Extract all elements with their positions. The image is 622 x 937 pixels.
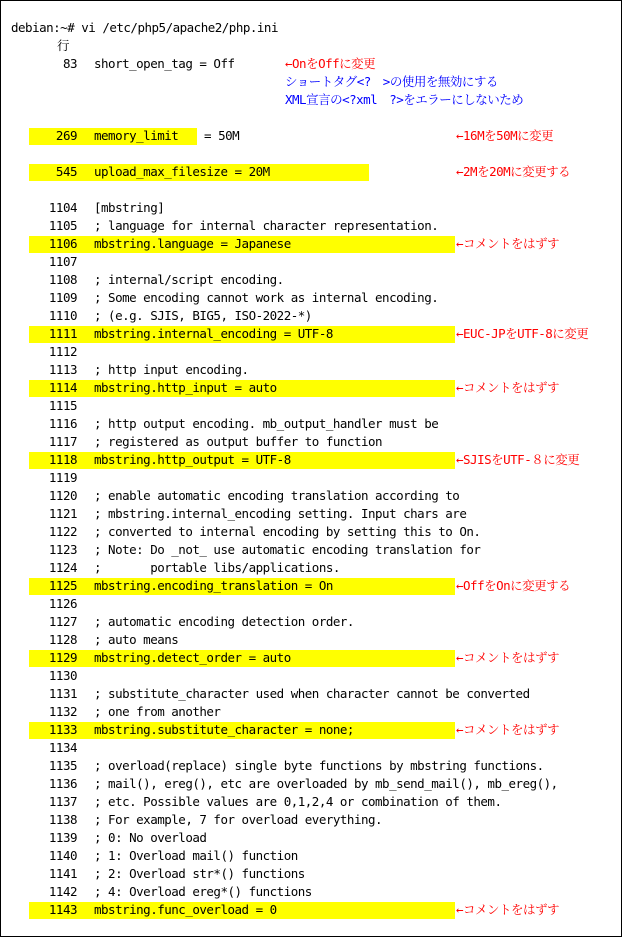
- code-line: [1, 613, 621, 631]
- command-line: [1, 19, 621, 37]
- note-1125: ←OffをOnに変更する: [456, 578, 571, 593]
- line-number: 1108: [48, 272, 77, 287]
- line-number: 1110: [48, 308, 77, 323]
- code-line: [1, 433, 621, 451]
- note-1118: ←SJISをUTF-８に変更: [456, 452, 580, 467]
- line-number: 1119: [48, 470, 77, 485]
- note-545: ←2Mを20Mに変更する: [456, 164, 571, 179]
- code-line: [1, 307, 621, 325]
- note-83-detail-1: ショートタグ<? >の使用を無効にする: [285, 74, 498, 89]
- code-text: mbstring.internal_encoding = UTF-8: [94, 326, 333, 341]
- line-number: 1128: [48, 632, 77, 647]
- line-number: 1141: [48, 866, 77, 881]
- code-line: [1, 595, 621, 613]
- line-number: 1133: [48, 722, 77, 737]
- code-line: [1, 793, 621, 811]
- code-line: [1, 703, 621, 721]
- code-text: mbstring.language = Japanese: [94, 236, 291, 251]
- line-number: 1106: [48, 236, 77, 251]
- code-text: ; registered as output buffer to function: [94, 434, 383, 449]
- note-1111: ←EUC-JPをUTF-8に変更: [456, 326, 589, 341]
- code-line: [1, 397, 621, 415]
- code-line: [1, 559, 621, 577]
- code-text: ; For example, 7 for overload everything.: [94, 812, 383, 827]
- line-number: 1121: [48, 506, 77, 521]
- line-number: 1138: [48, 812, 77, 827]
- note-269: ←16Mを50Mに変更: [456, 128, 554, 143]
- code-text: memory_limit: [94, 128, 179, 143]
- code-line: [1, 487, 621, 505]
- line-number: 1104: [48, 200, 77, 215]
- line-number: 1123: [48, 542, 77, 557]
- code-text: ; 2: Overload str*() functions: [94, 866, 305, 881]
- code-line: [1, 775, 621, 793]
- line-number: 1114: [48, 380, 77, 395]
- line-number: 1142: [48, 884, 77, 899]
- note-83-detail-2: XML宣言の<?xml ?>をエラーにしないため: [285, 92, 524, 107]
- note-83: ←OnをOffに変更: [285, 56, 376, 71]
- line-number: 1126: [48, 596, 77, 611]
- note-1143: ←コメントをはずす: [456, 902, 560, 917]
- code-text: [mbstring]: [94, 200, 165, 215]
- line-number: 1120: [48, 488, 77, 503]
- code-line: [1, 199, 621, 217]
- code-text: ; internal/script encoding.: [94, 272, 284, 287]
- line-number-header-row: [1, 37, 621, 55]
- code-line: [1, 271, 621, 289]
- note-1129: ←コメントをはずす: [456, 650, 560, 665]
- line-number: 1131: [48, 686, 77, 701]
- line-number: 83: [62, 56, 77, 71]
- line-number: 1143: [48, 902, 77, 917]
- code-text: ; mbstring.internal_encoding setting. Input chars are: [94, 506, 467, 521]
- code-text: ; enable automatic encoding translation according to: [94, 488, 460, 503]
- line-number: 1127: [48, 614, 77, 629]
- code-line: [1, 829, 621, 847]
- line-number: 1112: [48, 344, 77, 359]
- line-number: 1109: [48, 290, 77, 305]
- code-text: ; Some encoding cannot work as internal encoding.: [94, 290, 439, 305]
- code-text: ; http input encoding.: [94, 362, 249, 377]
- code-line: [1, 865, 621, 883]
- code-line: [1, 415, 621, 433]
- code-line: [1, 289, 621, 307]
- line-number-header: 行: [57, 38, 70, 53]
- line-number: 1115: [48, 398, 77, 413]
- code-line: [1, 631, 621, 649]
- code-text: ; language for internal character representation.: [94, 218, 439, 233]
- line-number: 1113: [48, 362, 77, 377]
- line-number: 1136: [48, 776, 77, 791]
- code-text: ; mail(), ereg(), etc are overloaded by mb_send_mail(), mb_ereg(),: [94, 776, 558, 791]
- line-number: 1139: [48, 830, 77, 845]
- code-line: [1, 667, 621, 685]
- line-number: 1116: [48, 416, 77, 431]
- line-number: 1125: [48, 578, 77, 593]
- code-text: ; portable libs/applications.: [94, 560, 340, 575]
- line-number: 1118: [48, 452, 77, 467]
- code-text: mbstring.http_output = UTF-8: [94, 452, 291, 467]
- code-text: short_open_tag = Off: [94, 56, 235, 71]
- code-line: [1, 739, 621, 757]
- note-1106: ←コメントをはずす: [456, 236, 560, 251]
- line-number: 1132: [48, 704, 77, 719]
- code-line: [1, 811, 621, 829]
- code-text: mbstring.encoding_translation = On: [94, 578, 333, 593]
- code-text: ; converted to internal encoding by setting this to On.: [94, 524, 481, 539]
- code-text: ; 1: Overload mail() function: [94, 848, 298, 863]
- code-text: ; 4: Overload ereg*() functions: [94, 884, 312, 899]
- code-text: upload_max_filesize = 20M: [94, 164, 270, 179]
- code-text: ; Note: Do _not_ use automatic encoding translation for: [94, 542, 481, 557]
- code-text: ; one from another: [94, 704, 221, 719]
- code-line: [1, 541, 621, 559]
- code-line: [1, 523, 621, 541]
- code-text: mbstring.func_overload = 0: [94, 902, 277, 917]
- code-line: [1, 757, 621, 775]
- line-number: 1130: [48, 668, 77, 683]
- note-1114: ←コメントをはずす: [456, 380, 560, 395]
- code-text: mbstring.detect_order = auto: [94, 650, 291, 665]
- code-text-suffix: = 50M: [197, 128, 240, 143]
- line-number: 1137: [48, 794, 77, 809]
- code-line: [1, 253, 621, 271]
- code-text: ; overload(replace) single byte functions by mbstring functions.: [94, 758, 544, 773]
- code-text: ; etc. Possible values are 0,1,2,4 or combination of them.: [94, 794, 502, 809]
- code-line: [1, 685, 621, 703]
- code-text: ; http output encoding. mb_output_handler must be: [94, 416, 439, 431]
- line-number: 1135: [48, 758, 77, 773]
- line-number: 269: [55, 128, 77, 143]
- code-text: ; automatic encoding detection order.: [94, 614, 354, 629]
- line-number: 1122: [48, 524, 77, 539]
- code-text: ; (e.g. SJIS, BIG5, ISO-2022-*): [94, 308, 312, 323]
- code-line: [1, 505, 621, 523]
- line-number: 1124: [48, 560, 77, 575]
- code-line: [1, 469, 621, 487]
- code-text: mbstring.substitute_character = none;: [94, 722, 354, 737]
- line-number: 1140: [48, 848, 77, 863]
- code-line: [1, 343, 621, 361]
- code-text: ; auto means: [94, 632, 179, 647]
- note-1133: ←コメントをはずす: [456, 722, 560, 737]
- code-text: ; 0: No overload: [94, 830, 207, 845]
- code-line: [1, 217, 621, 235]
- line-number: 1105: [48, 218, 77, 233]
- code-line: [1, 883, 621, 901]
- line-number: 1111: [48, 326, 77, 341]
- line-number: 1107: [48, 254, 77, 269]
- line-number: 1117: [48, 434, 77, 449]
- line-number: 1134: [48, 740, 77, 755]
- code-line: [1, 361, 621, 379]
- code-text: mbstring.http_input = auto: [94, 380, 277, 395]
- command-text: debian:~# vi /etc/php5/apache2/php.ini: [11, 20, 278, 35]
- code-text: ; substitute_character used when character cannot be converted: [94, 686, 530, 701]
- line-number: 1129: [48, 650, 77, 665]
- line-number: 545: [55, 164, 77, 179]
- code-line: [1, 847, 621, 865]
